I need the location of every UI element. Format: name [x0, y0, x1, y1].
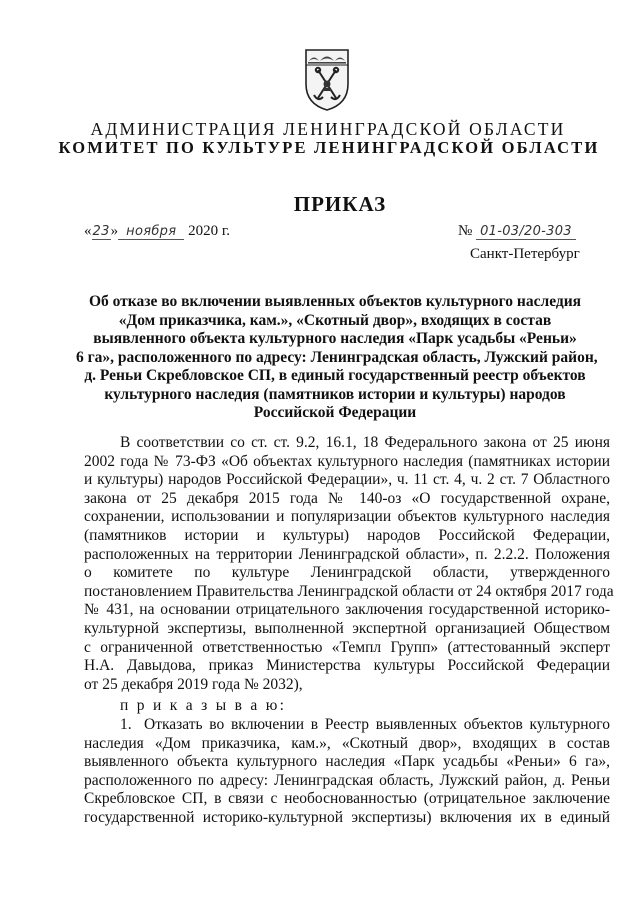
preamble-line: 2002 года № 73-ФЗ «Об объектах культурного наследия (памятниках истории: [84, 452, 610, 470]
preamble-line: расположенных на территории Ленинградской области», п. 2.2.2. Положения: [84, 545, 610, 563]
subject-line: Российской Федерации: [253, 404, 417, 421]
subject-line: д. Реньи Скребловское СП, в единый государственный реестр объектов: [84, 367, 586, 384]
preamble-paragraph: [84, 434, 614, 694]
preamble-line: В соответствии со ст. ст. 9.2, 16.1, 18 Федерального закона от 25 июня: [120, 434, 610, 451]
order-item-line: расположенного по адресу: Ленинградская область, Лужский район, д. Реньи: [84, 771, 610, 789]
order-item-line: выявленного объекта культурного наследия «Парк усадьбы «Реньи» 6 га»,: [84, 753, 610, 771]
preamble-line: о комитете по культуре Ленинградской области, утвержденного: [84, 564, 610, 582]
date-open-quote: «: [84, 223, 92, 239]
number-prefix: №: [458, 223, 473, 239]
preamble-line: (памятников истории и культуры) народов Российской Федерации,: [84, 526, 610, 544]
subject-line: культурного наследия (памятников истории и культуры) народов: [104, 385, 566, 403]
order-item-line: наследия «Дом приказчика, кам.», «Скотный двор», входящих в состав: [84, 734, 610, 752]
committee-name: КОМИТЕТ ПО КУЛЬТУРЕ ЛЕНИНГРАДСКОЙ ОБЛАСТИ: [58, 138, 600, 157]
preamble-line: постановлением Правительства Ленинградской области от 24 октября 2017 года: [84, 582, 614, 600]
order-item-line: государственной историко-культурной экспертизы) включения их в единый: [84, 808, 610, 826]
order-item-text: Отказать во включении в Реестр выявленных объектов культурного: [144, 716, 610, 733]
document-subject: [76, 293, 598, 423]
city-name: Санкт-Петербург: [470, 246, 580, 262]
preamble-line: с ограниченной ответственностью «Темпл Групп» (аттестованный эксперт: [84, 638, 610, 656]
preamble-line: Н.А. Давыдова, приказ Министерства культуры Российской Федерации: [84, 657, 610, 675]
subject-line: 6 га», расположенного по адресу: Ленинградская область, Лужский район,: [76, 348, 598, 366]
organization-name: АДМИНИСТРАЦИЯ ЛЕНИНГРАДСКОЙ ОБЛАСТИ: [90, 119, 566, 139]
number-value: 01-03/20-303: [476, 224, 576, 240]
date-year: 2020 г.: [188, 223, 231, 239]
preamble-line: № 431, на основании отрицательного заключения государственной историко-: [84, 601, 610, 619]
date-month: ноября: [118, 224, 184, 240]
preamble-line: от 25 декабря 2019 года № 2032),: [84, 675, 303, 693]
order-item-number: 1.: [120, 716, 132, 733]
document-title: ПРИКАЗ: [293, 192, 387, 216]
preamble-line: закона от 25 декабря 2015 года № 140-оз «О государственной охране,: [84, 489, 610, 507]
order-item-first-line: [84, 716, 610, 735]
subject-line: Об отказе во включении выявленных объектов культурного наследия: [88, 293, 582, 310]
date-day: 23: [92, 224, 110, 239]
subject-line: выявленного объекта культурного наследия «Парк усадьбы «Реньи»: [93, 330, 577, 347]
subject-line: «Дом приказчика, кам.», «Скотный двор», входящих в состав: [118, 311, 552, 329]
leningrad-oblast-coat-of-arms-icon: [302, 48, 352, 112]
order-word: п р и к а з ы в а ю:: [120, 697, 287, 714]
preamble-line: сохранении, использовании и популяризации объектов культурного наследия: [84, 508, 610, 526]
preamble-line: и культуры) народов Российской Федерации», ч. 11 ст. 4, ч. 2 ст. 7 Областного: [84, 471, 610, 489]
order-item-1: [84, 716, 610, 828]
date-close-quote: »: [110, 223, 119, 239]
coat-of-arms-emblem: [302, 48, 352, 112]
order-item-line: Скребловское СП, в связи с необоснованностью (отрицательное заключение: [84, 790, 610, 808]
document-number: [458, 223, 576, 240]
preamble-line: культурной экспертизы, выполненной экспертной организацией Обществом: [84, 619, 610, 637]
document-date: [84, 223, 230, 240]
